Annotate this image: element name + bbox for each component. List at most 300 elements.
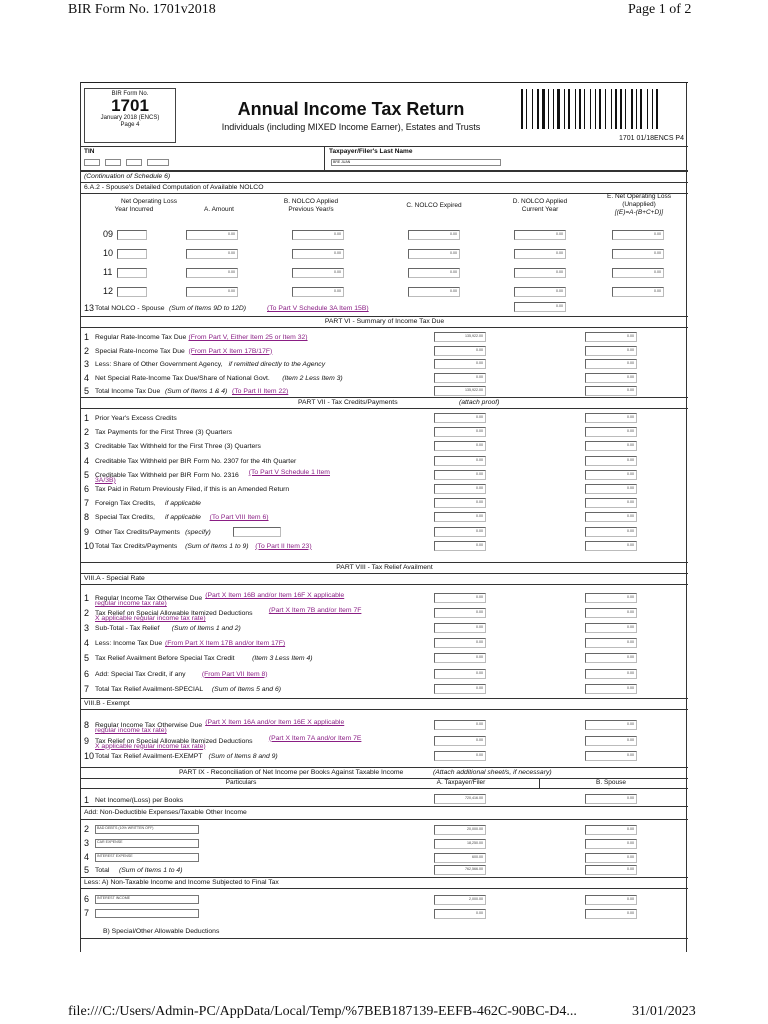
part-vi-item-number: 2 <box>84 345 90 356</box>
part-viii-a-item-label: Less: Income Tax Due <box>95 640 163 648</box>
part-vi-spouse-amount-field[interactable]: 0.00 <box>585 386 637 396</box>
add-item-description-field[interactable]: CAR EXPENSE <box>95 839 199 848</box>
add-item-spouse-field[interactable]: 0.00 <box>585 825 637 835</box>
part-viii-b-taxpayer-amount-field[interactable]: 0.00 <box>434 736 486 746</box>
barcode-bar <box>568 89 570 129</box>
part-vii-item-label: Creditable Tax Withheld per BIR Form No. 2307 for the 4th Quarter <box>95 457 297 465</box>
barcode-bar <box>590 89 591 129</box>
form-number-label: BIR Form No. <box>111 91 149 97</box>
barcode-bar <box>571 89 574 129</box>
total-label: Total <box>95 867 110 874</box>
special-deductions-label: B) Special/Other Allowable Deductions <box>103 928 220 935</box>
barcode-bar <box>615 89 617 129</box>
barcode-bar <box>659 89 660 129</box>
nolco-total-number: 13 <box>84 303 95 313</box>
barcode-bar <box>537 89 539 129</box>
part-ix-item-number: 7 <box>84 908 90 918</box>
nolco-applied-previous-field[interactable]: 0.00 <box>292 268 344 278</box>
part-viii-a-item-note: (Item 3 Less Item 4) <box>252 655 313 663</box>
rule-line <box>81 806 688 807</box>
barcode-bar <box>638 89 639 129</box>
part-vi-item-label: Special Rate-Income Tax Due <box>95 347 185 355</box>
form-code: 1701 01/18ENCS P4 <box>619 135 684 142</box>
continuation-label: (Continuation of Schedule 6) <box>84 173 171 180</box>
part-vii-taxpayer-amount-field[interactable]: 0.00 <box>434 456 486 466</box>
part-viii-b-item-number: 9 <box>84 735 90 746</box>
less-item-spouse-field[interactable]: 0.00 <box>585 895 637 905</box>
part-vii-item-number: 3 <box>84 441 90 452</box>
add-item-spouse-field[interactable]: 0.00 <box>585 853 637 863</box>
part-viii-b-item-label: Tax Relief on Special Allowable Itemized Deductions <box>95 737 253 745</box>
part-vii-taxpayer-amount-field[interactable]: 0.00 <box>434 484 486 494</box>
taxpayer-name-field: BRE JUAN <box>331 159 501 166</box>
barcode-bar <box>634 89 635 129</box>
part-viii-b-item-link: (Part X Item 7A and/or Item 7E <box>268 734 362 742</box>
part-viii-b-spouse-amount-field[interactable]: 0.00 <box>585 751 637 761</box>
barcode-bar <box>542 89 545 129</box>
part-vii-item-note: (Sum of Items 1 to 9) <box>185 542 249 550</box>
form-title: Annual Income Tax Return <box>237 99 465 119</box>
other-credits-specify-field[interactable] <box>233 527 281 537</box>
nolco-row-number: 09 <box>103 229 114 239</box>
add-item-taxpayer-field[interactable]: 600.00 <box>434 853 486 863</box>
col-d-current-year: Current Year <box>521 206 559 213</box>
part-vii-item-number: 1 <box>84 413 90 423</box>
part-vi-taxpayer-amount-field[interactable]: 135,922.00 <box>434 386 486 396</box>
nolco-amount-field[interactable]: 0.00 <box>186 268 238 278</box>
col-c-nolco-expired: C. NOLCO Expired <box>406 202 462 209</box>
part-vii-item-link-cont: 3A/3B) <box>95 476 116 484</box>
rule-line <box>81 938 688 939</box>
part-vii-item-link: (To Part V Schedule 1 Item <box>248 468 330 476</box>
tin-box-4 <box>147 159 169 166</box>
part-viii-a-spouse-amount-field[interactable]: 0.00 <box>585 653 637 663</box>
nolco-unapplied-field[interactable]: 0.00 <box>612 230 664 240</box>
barcode-bar <box>613 89 614 129</box>
less-item-spouse-field[interactable]: 0.00 <box>585 909 637 919</box>
barcode-bar <box>623 89 624 129</box>
part-vii-item-link: (To Part II Item 23) <box>255 542 312 550</box>
part-viii-a-item-link: (From Part X Item 17B and/or Item 17F) <box>165 640 286 648</box>
part-viii-a-subheading: VIII.A - Special Rate <box>84 575 145 582</box>
net-income-label: Net Income/(Loss) per Books <box>95 797 184 804</box>
rule-line <box>81 877 688 878</box>
part-viii-a-item-label: Tax Relief on Special Allowable Itemized Deductions <box>95 610 253 618</box>
barcode-bar <box>611 89 612 129</box>
barcode-bar <box>566 89 567 129</box>
rule-line <box>81 397 688 398</box>
part-vii-item-note: (specify) <box>185 528 211 536</box>
part-vii-item-link: (To Part VIII Item 6) <box>209 514 269 522</box>
part-vii-spouse-amount-field[interactable]: 0.00 <box>585 512 637 522</box>
less-non-taxable-label: Less: A) Non-Taxable Income and Income Subjected to Final Tax <box>84 879 279 886</box>
barcode-bar <box>640 89 642 129</box>
barcode-bar <box>597 89 598 129</box>
barcode-bar <box>584 89 585 129</box>
rule-line <box>81 888 688 889</box>
nolco-expired-field[interactable]: 0.00 <box>408 230 460 240</box>
form-header <box>81 82 688 147</box>
barcode-bar <box>592 89 594 129</box>
part-vii-item-label: Creditable Tax Withheld per BIR Form No. 2316 <box>95 471 239 479</box>
add-item-taxpayer-field[interactable]: 18,250.00 <box>434 839 486 849</box>
rule-line <box>81 788 688 789</box>
part-vi-spouse-amount-field[interactable]: 0.00 <box>585 346 637 356</box>
part-vi-item-note: (Sum of Items 1 & 4) <box>165 388 228 395</box>
col-d-nolco-applied: D. NOLCO Applied <box>512 198 568 205</box>
part-vi-item-number: 4 <box>84 372 90 383</box>
less-item-taxpayer-field[interactable]: 2,000.00 <box>434 895 486 905</box>
part-vii-taxpayer-amount-field[interactable]: 0.00 <box>434 512 486 522</box>
nolco-row-number: 10 <box>103 248 114 258</box>
barcode-bar <box>595 89 596 129</box>
less-item-description-field[interactable] <box>95 909 199 918</box>
part-vi-item-note: (Item 2 Less Item 3) <box>282 374 343 382</box>
nolco-amount-field[interactable]: 0.00 <box>186 287 238 297</box>
col-net-operating-loss: Net Operating Loss <box>120 198 177 205</box>
part-ix-item-number: 6 <box>84 894 90 904</box>
part-vii-item-number: 5 <box>84 469 90 480</box>
part-ix-item-number: 3 <box>84 838 90 848</box>
nolco-total-link: (To Part V Schedule 3A Item 15B) <box>267 305 369 312</box>
nolco-applied-previous-field[interactable]: 0.00 <box>292 287 344 297</box>
part-viii-a-item-label: Total Tax Relief Availment-SPECIAL <box>95 685 204 693</box>
part-vi-item-link: (To Part II Item 22) <box>232 388 289 395</box>
part-vi-item-label: Regular Rate-Income Tax Due <box>95 334 187 341</box>
part-vii-taxpayer-amount-field[interactable]: 0.00 <box>434 527 486 537</box>
tin-box-2 <box>105 159 121 166</box>
nolco-year-incurred-field[interactable] <box>117 249 147 259</box>
part-vi-taxpayer-amount-field[interactable]: 135,922.00 <box>434 332 486 342</box>
form-number: 1701 <box>111 96 149 115</box>
part-viii-a-item-label: Regular Income Tax Otherwise Due <box>95 595 203 602</box>
part-vii-taxpayer-amount-field[interactable]: 0.00 <box>434 541 486 551</box>
add-non-deductible-label: Add: Non-Deductible Expenses/Taxable Other Income <box>84 809 247 816</box>
part-vii-item-note: if applicable <box>165 514 201 522</box>
barcode-bar <box>605 89 606 129</box>
rule-line <box>81 316 688 317</box>
print-header-right: Page 1 of 2 <box>628 2 692 17</box>
barcode-bar <box>579 89 581 129</box>
part-vi-item-note: if remitted directly to the Agency <box>228 361 326 368</box>
tin-box-1 <box>84 159 100 166</box>
part-viii-a-item-label: Tax Relief Availment Before Special Tax Credit <box>95 655 235 663</box>
rule-line <box>81 584 688 585</box>
rule-line <box>81 573 688 574</box>
column-divider <box>539 778 540 788</box>
part-vii-spouse-amount-field[interactable]: 0.00 <box>585 427 637 437</box>
print-header-left: BIR Form No. 1701v2018 <box>68 2 216 17</box>
nolco-applied-current-field[interactable]: 0.00 <box>514 249 566 259</box>
barcode-bar <box>548 89 549 129</box>
part-vii-spouse-amount-field[interactable]: 0.00 <box>585 484 637 494</box>
col-b-previous-years: Previous Year/s <box>288 206 334 213</box>
nolco-year-incurred-field[interactable] <box>117 230 147 240</box>
part-vii-item-label: Foreign Tax Credits, <box>95 500 156 508</box>
part-vi-taxpayer-amount-field[interactable]: 0.00 <box>434 373 486 383</box>
part-viii-b-item-label: Regular Income Tax Otherwise Due <box>95 722 203 729</box>
rule-line <box>81 327 688 328</box>
barcode-bar <box>521 89 523 129</box>
barcode-image <box>521 89 685 129</box>
print-footer-left: file:///C:/Users/Admin-PC/AppData/Local/Temp/%7BEB187139-EEFB-462C-90BC-D4... <box>68 1004 577 1019</box>
nolco-expired-field[interactable]: 0.00 <box>408 268 460 278</box>
col-particulars: Particulars <box>225 779 257 786</box>
part-vii-item-number: 10 <box>84 540 95 551</box>
part-viii-a-item-note: (Sum of Items 1 and 2) <box>171 625 241 633</box>
nolco-row-number: 11 <box>103 267 113 277</box>
nolco-unapplied-field[interactable]: 0.00 <box>612 287 664 297</box>
part-viii-a-spouse-amount-field[interactable]: 0.00 <box>585 638 637 648</box>
part-vii-spouse-amount-field[interactable]: 0.00 <box>585 456 637 466</box>
part-viii-a-item-link-cont: X applicable regular income tax rate) <box>95 615 206 623</box>
barcode-bar <box>620 89 622 129</box>
rule-line <box>81 562 688 563</box>
part-vii-title-note: (attach proof) <box>459 399 500 406</box>
barcode-bar <box>627 89 630 129</box>
barcode-bar <box>528 89 531 129</box>
barcode-bar <box>582 89 583 129</box>
part-vii-item-number: 2 <box>84 427 90 438</box>
part-viii-a-spouse-amount-field[interactable]: 0.00 <box>585 623 637 633</box>
part-vii-taxpayer-amount-field[interactable]: 0.00 <box>434 441 486 451</box>
tin-box-3 <box>126 159 142 166</box>
part-viii-a-item-number: 3 <box>84 623 90 634</box>
less-item-description-field[interactable]: INTEREST INCOME <box>95 895 199 904</box>
part-ix-item-number: 2 <box>84 824 90 834</box>
part-ix-title: PART IX - Reconciliation of Net Income per Books Against Taxable Income <box>179 769 404 776</box>
barcode-bar <box>557 89 560 129</box>
part-viii-title: PART VIII - Tax Relief Availment <box>336 564 433 571</box>
part-vii-spouse-amount-field[interactable]: 0.00 <box>585 541 637 551</box>
col-a-amount: A. Amount <box>204 206 234 213</box>
part-viii-a-item-link: (From Part VII Item 8) <box>201 670 268 678</box>
rule-line <box>81 171 688 172</box>
part-vii-item-label: Other Tax Credits/Payments <box>95 528 180 536</box>
barcode-bar <box>656 89 658 129</box>
part-viii-a-taxpayer-amount-field[interactable]: 0.00 <box>434 638 486 648</box>
less-item-taxpayer-field[interactable]: 0.00 <box>434 909 486 919</box>
part-viii-a-spouse-amount-field[interactable]: 0.00 <box>585 684 637 694</box>
part-viii-a-taxpayer-amount-field[interactable]: 0.00 <box>434 653 486 663</box>
part-vii-item-number: 7 <box>84 498 90 509</box>
browser-print-header <box>0 0 768 22</box>
part-vi-spouse-amount-field[interactable]: 0.00 <box>585 373 637 383</box>
nolco-total-formula: (Sum of Items 9D to 12D) <box>169 305 247 312</box>
part-vii-spouse-amount-field[interactable]: 0.00 <box>585 498 637 508</box>
part-viii-b-item-link-cont: X applicable regular income tax rate) <box>95 742 206 750</box>
nolco-applied-previous-field[interactable]: 0.00 <box>292 230 344 240</box>
part-vii-item-number: 9 <box>84 526 90 537</box>
part-viii-a-taxpayer-amount-field[interactable]: 0.00 <box>434 669 486 679</box>
col-spouse: B. Spouse <box>596 779 626 786</box>
part-vi-item-label: Less: Share of Other Government Agency, <box>95 361 223 368</box>
add-item-description-field[interactable]: BAD DEBTS (10% WRITTEN OFF) <box>95 825 199 834</box>
barcode-bar <box>618 89 619 129</box>
barcode-bar <box>652 89 653 129</box>
part-ix-item-number: 4 <box>84 852 90 862</box>
part-vii-item-label: Tax Payments for the First Three (3) Quarters <box>95 429 232 437</box>
nolco-heading: 6.A.2 - Spouse's Detailed Computation of Available NOLCO <box>84 184 264 191</box>
part-vi-title: PART VI - Summary of Income Tax Due <box>324 318 445 325</box>
barcode-bar <box>546 89 547 129</box>
part-vii-taxpayer-amount-field[interactable]: 0.00 <box>434 470 486 480</box>
part-viii-a-item-number: 6 <box>84 668 90 679</box>
print-footer-right: 31/01/2023 <box>632 1004 696 1019</box>
part-viii-b-item-link: (Part X Item 16A and/or Item 16E X applicable <box>205 719 345 726</box>
barcode-bar <box>526 89 527 129</box>
part-viii-a-item-number: 2 <box>84 608 90 619</box>
nolco-expired-field[interactable]: 0.00 <box>408 287 460 297</box>
part-viii-b-taxpayer-amount-field[interactable]: 0.00 <box>434 720 486 730</box>
rule-line <box>81 819 688 820</box>
barcode-bar <box>577 89 578 129</box>
rule-line <box>81 408 688 409</box>
tin-label: TIN <box>84 148 95 155</box>
net-income-taxpayer-field[interactable]: 720,416.00 <box>434 794 486 804</box>
part-viii-b-item-link-cont: regular income tax rate) <box>95 727 167 734</box>
part-vii-item-label: Creditable Tax Withheld for the First Three (3) Quarters <box>95 443 261 451</box>
nolco-total-field[interactable]: 0.00 <box>514 302 566 312</box>
net-income-spouse-field[interactable]: 0.00 <box>585 794 637 804</box>
part-viii-a-item-link-cont: regular income tax rate) <box>95 600 167 607</box>
nolco-amount-field[interactable]: 0.00 <box>186 249 238 259</box>
part-vii-item-label: Total Tax Credits/Payments <box>95 542 178 550</box>
nolco-total-label: Total NOLCO - Spouse <box>95 305 165 312</box>
rule-line <box>81 698 688 699</box>
part-vi-taxpayer-amount-field[interactable]: 0.00 <box>434 359 486 369</box>
part-viii-a-item-label: Sub-Total - Tax Relief <box>95 625 160 633</box>
form-number-block <box>84 88 176 143</box>
part-viii-b-item-label: Total Tax Relief Availment-EXEMPT <box>95 753 203 760</box>
part-viii-a-item-number: 5 <box>84 653 90 664</box>
part-viii-a-spouse-amount-field[interactable]: 0.00 <box>585 669 637 679</box>
form-page: Page 4 <box>120 122 140 128</box>
part-vii-item-number: 8 <box>84 512 90 523</box>
barcode-bar <box>654 89 655 129</box>
part-vi-taxpayer-amount-field[interactable]: 0.00 <box>434 346 486 356</box>
part-vii-item-note: if applicable <box>165 500 201 508</box>
part-viii-a-taxpayer-amount-field[interactable]: 0.00 <box>434 684 486 694</box>
nolco-expired-field[interactable]: 0.00 <box>408 249 460 259</box>
barcode-bar <box>602 89 604 129</box>
col-year-incurred: Year Incurred <box>114 206 154 213</box>
part-viii-a-spouse-amount-field[interactable]: 0.00 <box>585 593 637 603</box>
total-spouse-field[interactable]: 0.00 <box>585 865 637 875</box>
part-vii-taxpayer-amount-field[interactable]: 0.00 <box>434 427 486 437</box>
add-item-spouse-field[interactable]: 0.00 <box>585 839 637 849</box>
nolco-year-incurred-field[interactable] <box>117 287 147 297</box>
barcode-bar <box>564 89 565 129</box>
barcode-bar <box>625 89 626 129</box>
bir-form-1701-page <box>80 82 687 952</box>
part-viii-a-item-number: 1 <box>84 593 90 603</box>
part-vii-item-number: 6 <box>84 484 90 494</box>
nolco-amount-field[interactable]: 0.00 <box>186 230 238 240</box>
part-viii-b-item-note: (Sum of Items 8 and 9) <box>208 753 278 760</box>
rule-line <box>81 767 688 768</box>
part-vii-taxpayer-amount-field[interactable]: 0.00 <box>434 498 486 508</box>
part-vii-item-label: Special Tax Credits, <box>95 514 155 522</box>
col-taxpayer-filer: A. Taxpayer/Filer <box>436 779 486 786</box>
part-viii-a-item-number: 7 <box>84 683 90 694</box>
nolco-unapplied-field[interactable]: 0.00 <box>612 249 664 259</box>
part-vii-spouse-amount-field[interactable]: 0.00 <box>585 470 637 480</box>
col-e-net-operating-loss: E. Net Operating Loss <box>607 193 671 200</box>
part-vi-item-number: 5 <box>84 386 90 396</box>
nolco-applied-current-field[interactable]: 0.00 <box>514 287 566 297</box>
barcode-bar <box>534 89 536 129</box>
part-vi-item-label: Net Special Rate-Income Tax Due/Share of National Govt. <box>95 374 270 382</box>
part-viii-a-item-note: (Sum of Items 5 and 6) <box>211 685 282 693</box>
part-viii-b-spouse-amount-field[interactable]: 0.00 <box>585 736 637 746</box>
part-viii-a-taxpayer-amount-field[interactable]: 0.00 <box>434 623 486 633</box>
nolco-row-number: 12 <box>103 286 114 296</box>
part-viii-b-spouse-amount-field[interactable]: 0.00 <box>585 720 637 730</box>
barcode-bar <box>636 89 637 129</box>
part-viii-a-item-number: 4 <box>84 638 90 649</box>
part-vii-taxpayer-amount-field[interactable]: 0.00 <box>434 413 486 423</box>
barcode-bar <box>599 89 601 129</box>
barcode-bar <box>561 89 563 129</box>
add-item-taxpayer-field[interactable]: 20,000.00 <box>434 825 486 835</box>
barcode-bar <box>643 89 646 129</box>
barcode-bar <box>586 89 589 129</box>
barcode-bar <box>524 89 525 129</box>
total-taxpayer-field[interactable]: 762,566.00 <box>434 865 486 875</box>
form-subtitle: Individuals (including MIXED Income Earner), Estates and Trusts <box>221 122 481 132</box>
part-vi-item-number: 1 <box>84 332 90 342</box>
barcode-bar <box>532 89 533 129</box>
part-vii-title: PART VII - Tax Credits/Payments <box>298 399 398 406</box>
part-vi-spouse-amount-field[interactable]: 0.00 <box>585 359 637 369</box>
barcode-bar <box>649 89 651 129</box>
col-e-formula: [(E)=A-(B+C+D)] <box>614 209 664 216</box>
nolco-applied-current-field[interactable]: 0.00 <box>514 268 566 278</box>
barcode-bar <box>647 89 648 129</box>
add-item-description-field[interactable]: INTEREST EXPENSE <box>95 853 199 862</box>
part-viii-b-item-number: 10 <box>84 751 95 761</box>
part-viii-a-taxpayer-amount-field[interactable]: 0.00 <box>434 593 486 603</box>
part-viii-a-item-label: Add: Special Tax Credit, if any <box>95 670 186 678</box>
part-ix-item-number: 1 <box>84 795 90 805</box>
barcode-bar <box>550 89 552 129</box>
part-vi-item-link: (From Part V, Either Item 25 or Item 32) <box>188 334 308 341</box>
nolco-applied-current-field[interactable]: 0.00 <box>514 230 566 240</box>
part-vii-spouse-amount-field[interactable]: 0.00 <box>585 413 637 423</box>
barcode-bar <box>553 89 554 129</box>
nolco-applied-previous-field[interactable]: 0.00 <box>292 249 344 259</box>
part-vii-spouse-amount-field[interactable]: 0.00 <box>585 527 637 537</box>
nolco-year-incurred-field[interactable] <box>117 268 147 278</box>
col-b-nolco-applied: B. NOLCO Applied <box>283 198 339 205</box>
part-viii-a-taxpayer-amount-field[interactable]: 0.00 <box>434 608 486 618</box>
part-vii-item-label: Tax Paid in Return Previously Filed, if this is an Amended Return <box>95 486 290 493</box>
part-viii-b-taxpayer-amount-field[interactable]: 0.00 <box>434 751 486 761</box>
nolco-unapplied-field[interactable]: 0.00 <box>612 268 664 278</box>
part-vii-spouse-amount-field[interactable]: 0.00 <box>585 441 637 451</box>
part-vi-item-number: 3 <box>84 359 90 369</box>
barcode-bar <box>555 89 556 129</box>
tin-row <box>81 147 688 171</box>
part-viii-b-subheading: VIII.B - Exempt <box>84 700 130 707</box>
barcode-bar <box>631 89 633 129</box>
part-viii-b-item-number: 8 <box>84 720 90 730</box>
part-vi-spouse-amount-field[interactable]: 0.00 <box>585 332 637 342</box>
rule-line <box>81 709 688 710</box>
part-viii-a-spouse-amount-field[interactable]: 0.00 <box>585 608 637 618</box>
part-vi-item-link: (From Part X Item 17B/17F) <box>188 347 273 355</box>
